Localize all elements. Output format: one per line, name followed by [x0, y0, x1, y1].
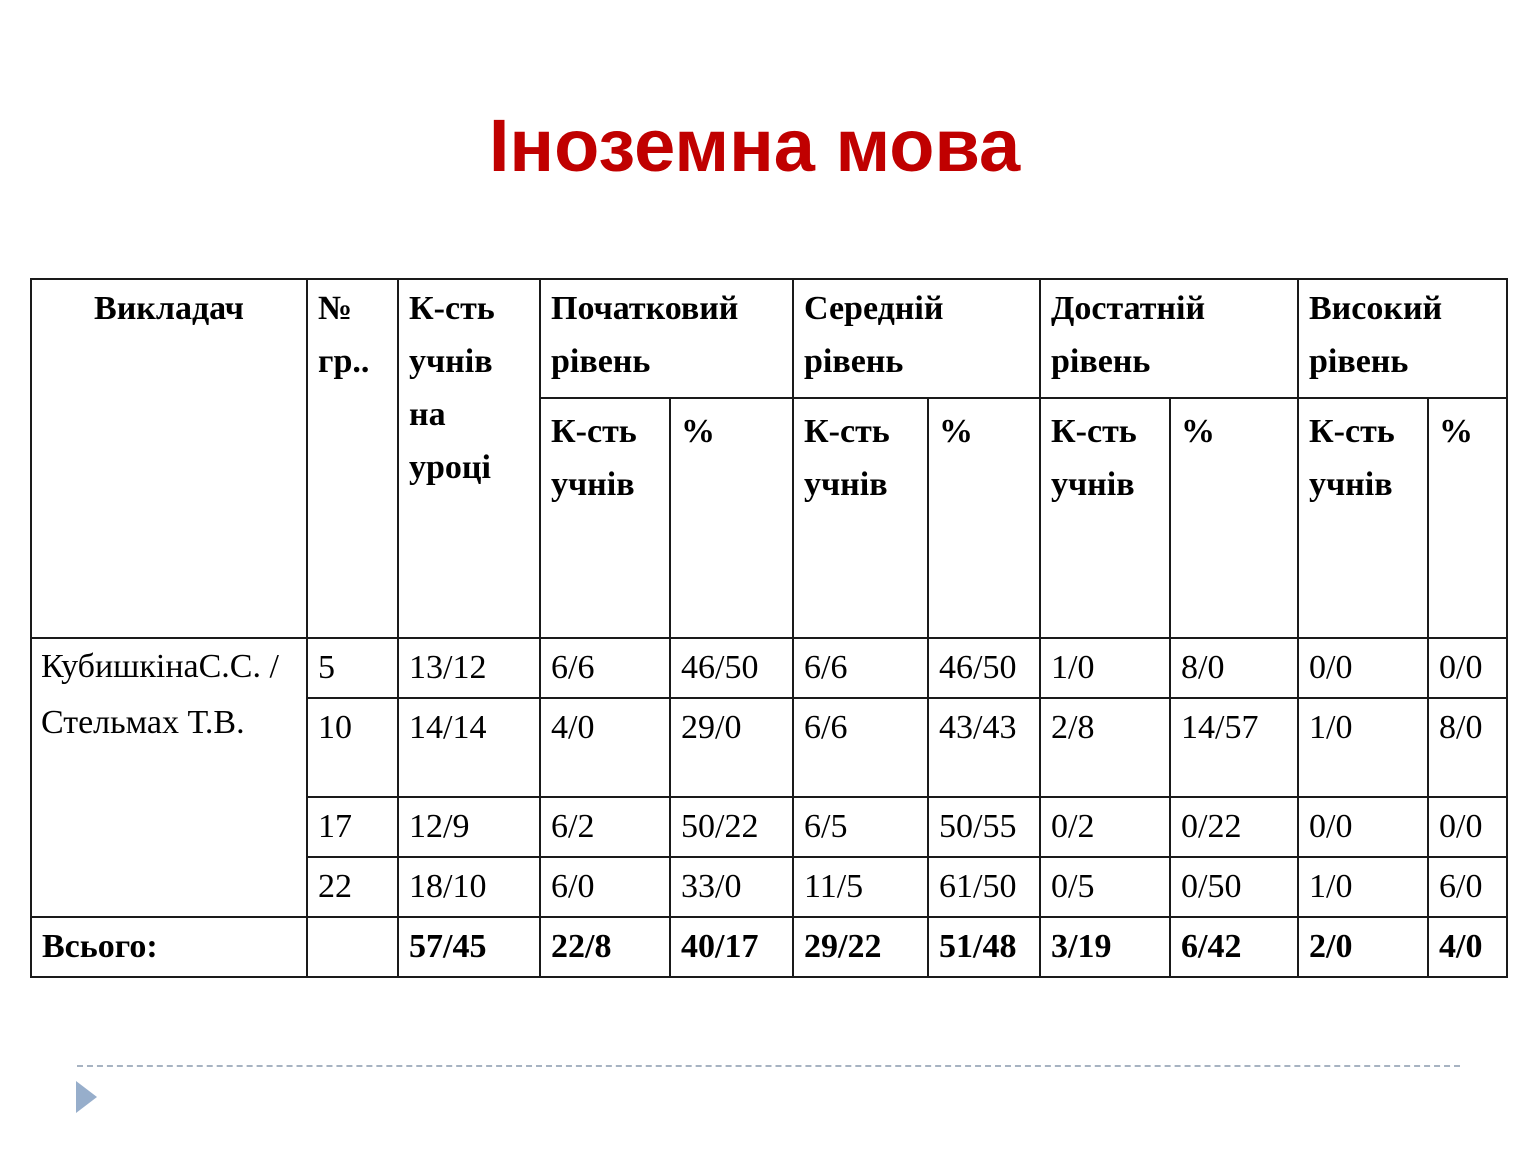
high-percent: 8/0	[1428, 698, 1507, 797]
total-row	[31, 917, 1507, 977]
average-percent: 50/55	[928, 797, 1040, 857]
average-count: 11/5	[793, 857, 928, 917]
initial-count: 6/0	[540, 857, 670, 917]
total-label: Всього:	[31, 917, 307, 977]
average-count: 6/6	[793, 698, 928, 797]
teacher-name: КубишкінаС.С. / Стельмах Т.В.	[31, 638, 307, 917]
sufficient-count: 2/8	[1040, 698, 1170, 797]
triangle-bullet-icon	[76, 1081, 97, 1113]
header-level-average: Середній рівень	[793, 279, 1040, 398]
average-count: 6/5	[793, 797, 928, 857]
sufficient-percent: 0/50	[1170, 857, 1298, 917]
average-count: 6/6	[793, 638, 928, 698]
students-present: 18/10	[398, 857, 540, 917]
sufficient-count: 0/2	[1040, 797, 1170, 857]
students-present: 14/14	[398, 698, 540, 797]
header-initial-count: К-сть учнів	[540, 398, 670, 638]
initial-count: 6/6	[540, 638, 670, 698]
table-row	[31, 638, 1507, 698]
total-initial-percent: 40/17	[670, 917, 793, 977]
total-high-count: 2/0	[1298, 917, 1428, 977]
header-level-high: Високий рівень	[1298, 279, 1507, 398]
header-level-initial: Початковий рівень	[540, 279, 793, 398]
high-percent: 6/0	[1428, 857, 1507, 917]
slide-title: Іноземна мова	[488, 104, 1021, 187]
high-count: 1/0	[1298, 698, 1428, 797]
total-students-present: 57/45	[398, 917, 540, 977]
header-average-percent: %	[928, 398, 1040, 638]
total-average-percent: 51/48	[928, 917, 1040, 977]
students-present: 13/12	[398, 638, 540, 698]
header-level-sufficient: Достатній рівень	[1040, 279, 1298, 398]
sufficient-count: 1/0	[1040, 638, 1170, 698]
total-average-count: 29/22	[793, 917, 928, 977]
initial-percent: 46/50	[670, 638, 793, 698]
header-sufficient-percent: %	[1170, 398, 1298, 638]
total-sufficient-percent: 6/42	[1170, 917, 1298, 977]
group-number: 10	[307, 698, 398, 797]
sufficient-percent: 14/57	[1170, 698, 1298, 797]
total-initial-count: 22/8	[540, 917, 670, 977]
header-average-count: К-сть учнів	[793, 398, 928, 638]
total-sufficient-count: 3/19	[1040, 917, 1170, 977]
high-count: 0/0	[1298, 797, 1428, 857]
header-teacher: Викладач	[31, 279, 307, 638]
results-table	[30, 278, 1508, 978]
total-high-percent: 4/0	[1428, 917, 1507, 977]
students-present: 12/9	[398, 797, 540, 857]
initial-percent: 29/0	[670, 698, 793, 797]
sufficient-percent: 0/22	[1170, 797, 1298, 857]
footer-divider	[77, 1065, 1460, 1067]
header-sufficient-count: К-сть учнів	[1040, 398, 1170, 638]
average-percent: 46/50	[928, 638, 1040, 698]
average-percent: 43/43	[928, 698, 1040, 797]
group-number: 5	[307, 638, 398, 698]
high-percent: 0/0	[1428, 797, 1507, 857]
initial-percent: 50/22	[670, 797, 793, 857]
initial-count: 4/0	[540, 698, 670, 797]
total-group	[307, 917, 398, 977]
group-number: 17	[307, 797, 398, 857]
sufficient-count: 0/5	[1040, 857, 1170, 917]
header-high-percent: %	[1428, 398, 1507, 638]
group-number: 22	[307, 857, 398, 917]
initial-count: 6/2	[540, 797, 670, 857]
header-row-levels	[31, 279, 1507, 398]
high-count: 1/0	[1298, 857, 1428, 917]
header-group: № гр..	[307, 279, 398, 638]
header-high-count: К-сть учнів	[1298, 398, 1428, 638]
header-students-present: К-сть учнів на уроці	[398, 279, 540, 638]
header-initial-percent: %	[670, 398, 793, 638]
high-count: 0/0	[1298, 638, 1428, 698]
average-percent: 61/50	[928, 857, 1040, 917]
sufficient-percent: 8/0	[1170, 638, 1298, 698]
initial-percent: 33/0	[670, 857, 793, 917]
high-percent: 0/0	[1428, 638, 1507, 698]
